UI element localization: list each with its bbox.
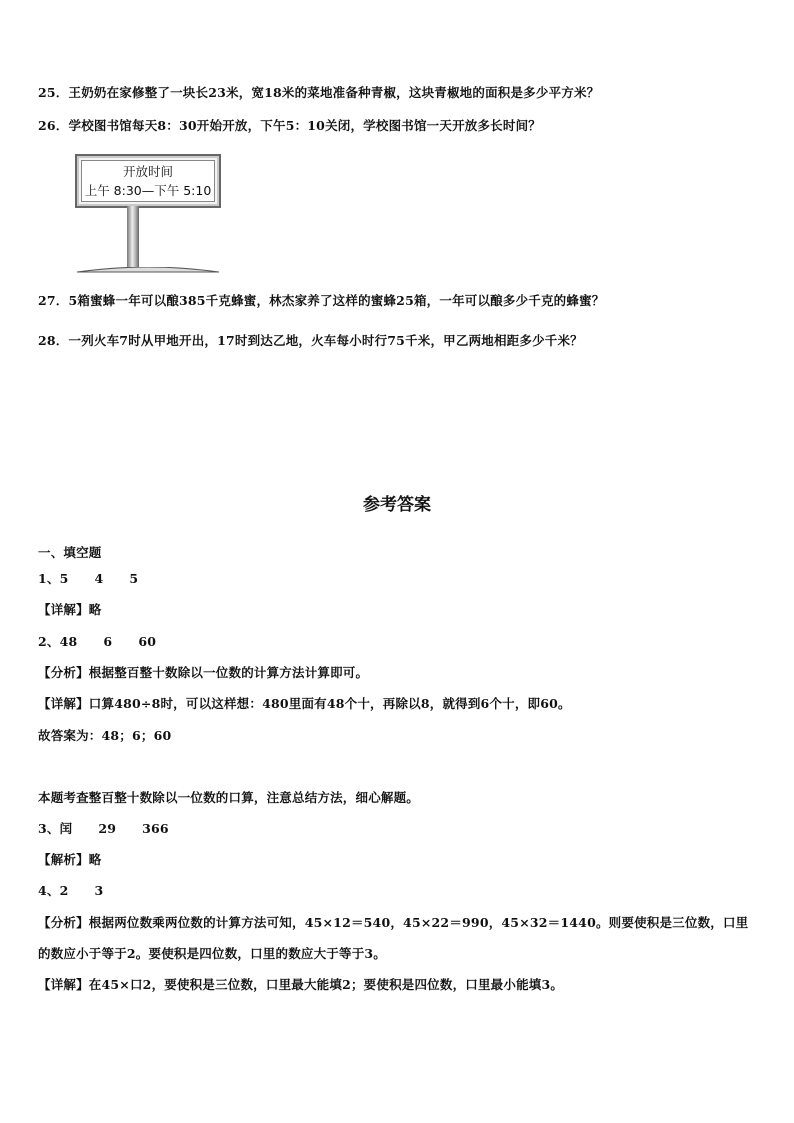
question-28: 28．一列火车7时从甲地开出，17时到达乙地，火车每小时行75千米，甲乙两地相距多少千米？ bbox=[38, 333, 583, 348]
answer-1-v2: 4 bbox=[94, 571, 104, 586]
answer-3-v2: 29 bbox=[98, 821, 117, 836]
answer-1-detail: 【详解】略 bbox=[38, 602, 102, 617]
answer-2 bbox=[38, 632, 156, 650]
answer-1-v3: 5 bbox=[129, 571, 139, 586]
answer-2-v2: 6 bbox=[103, 634, 113, 649]
answer-1 bbox=[38, 569, 138, 587]
answer-4 bbox=[38, 881, 103, 899]
answer-1-num: 1、5 bbox=[38, 571, 69, 586]
answer-2-num: 2、48 bbox=[38, 634, 78, 649]
answers-title: 参考答案 bbox=[363, 495, 431, 515]
sign-time: 上午 8:30—下午 5:10 bbox=[84, 183, 212, 198]
question-25: 25．王奶奶在家修整了一块长23米，宽18米的菜地准备种青椒，这块青椒地的面积是多少平方米？ bbox=[38, 85, 600, 100]
section-heading: 一、填空题 bbox=[38, 545, 102, 560]
sign-title: 开放时间 bbox=[122, 164, 173, 179]
answer-4-v2: 3 bbox=[94, 883, 104, 898]
answer-4-num: 4、2 bbox=[38, 883, 69, 898]
answer-3 bbox=[38, 819, 169, 837]
answer-3-detail: 【解析】略 bbox=[38, 852, 102, 867]
answer-3-v3: 366 bbox=[142, 821, 169, 836]
answer-4-analysis-1: 【分析】根据两位数乘两位数的计算方法可知，45×12＝540，45×22＝990，45×32＝1440。则要使积是三位数，口里 bbox=[38, 915, 749, 930]
sign-pole bbox=[127, 206, 139, 268]
answer-2-result: 故答案为：48；6；60 bbox=[38, 728, 172, 743]
question-26: 26．学校图书馆每天8：30开始开放，下午5：10关闭，学校图书馆一天开放多长时间？ bbox=[38, 118, 541, 133]
answer-4-analysis-2: 的数应小于等于2。要使积是四位数，口里的数应大于等于3。 bbox=[38, 946, 386, 961]
answer-2-v3: 60 bbox=[138, 634, 157, 649]
answer-2-detail: 【详解】口算480÷8时，可以这样想：480里面有48个十，再除以8，就得到6个十，即60。 bbox=[38, 696, 571, 711]
answer-2-note: 本题考查整百整十数除以一位数的口算，注意总结方法，细心解题。 bbox=[38, 790, 420, 805]
sign-base bbox=[75, 267, 221, 273]
question-27: 27．5箱蜜蜂一年可以酿385千克蜂蜜，林杰家养了这样的蜜蜂25箱，一年可以酿多少千克的蜂蜜？ bbox=[38, 293, 605, 308]
answer-4-detail: 【详解】在45×口2，要使积是三位数，口里最大能填2；要使积是四位数，口里最小能填3。 bbox=[38, 977, 564, 992]
answer-2-analysis: 【分析】根据整百整十数除以一位数的计算方法计算即可。 bbox=[38, 665, 369, 680]
opening-hours-sign bbox=[75, 154, 221, 274]
answer-3-num: 3、闰 bbox=[38, 821, 73, 836]
sign-board bbox=[75, 154, 221, 208]
